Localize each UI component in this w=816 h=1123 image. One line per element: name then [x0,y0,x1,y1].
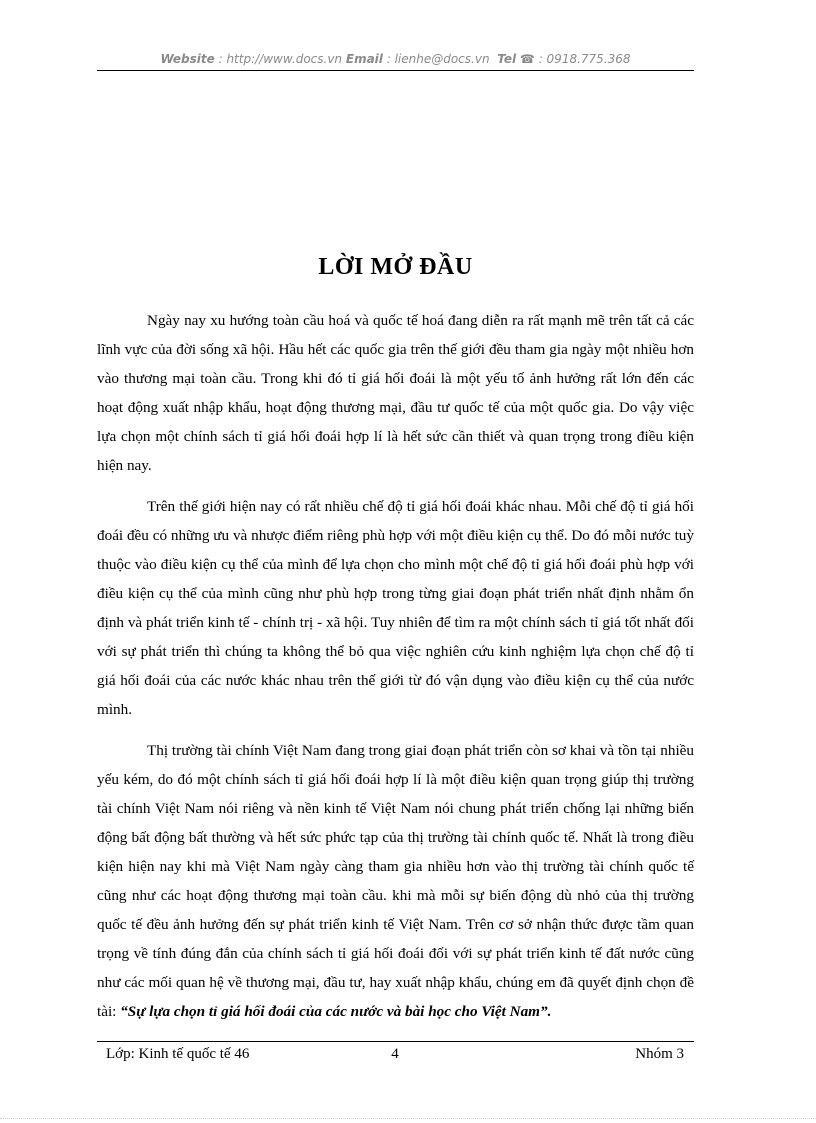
tel-label: Tel [497,52,517,66]
website-link[interactable]: http://www.docs.vn [226,52,343,66]
page-header: Website : http://www.docs.vn Email : lienhe@docs.vn Tel ☎ : 0918.775.368 [160,52,631,66]
paragraph-text: Thị trường tài chính Việt Nam đang trong giai đoạn phát triển còn sơ khai và tồn tại nhiều yếu kém, do đó một chính sách tỉ giá hối đoái hợp lí là một điều kiện quan trọng giúp thị trường tài chính Việt Nam nói riêng và nền kinh tế Việt Nam nói chung phát triển chống lại những biến động bất động bất thường và hết sức phức tạp của thị trường tài chính quốc tế. Nhất là trong điều kiện hiện nay khi mà Việt Nam ngày càng tham gia nhiều hơn vào thị trường tài chính quốc tế cũng như các hoạt động thương mại toàn cầu. khi mà mỗi sự biến động dù nhỏ của thị trường quốc tế đều ảnh hưởng đến sự phát triển kinh tế Việt Nam. Trên cơ sở nhận thức được tầm quan trọng về tính đúng đắn của chính sách tỉ giá hối đoái đối với sự phát triển kinh tế đất nước cũng như các mối quan hệ về thương mại, đầu tư, hay xuất nhập khẩu, chúng em đã quyết định chọn đề tài: [97,742,694,1020]
document-body [97,306,694,1038]
page-title: LỜI MỞ ĐẦU [318,254,473,280]
paragraph: Ngày nay xu hướng toàn cầu hoá và quốc tế hoá đang diễn ra rất mạnh mẽ trên tất cả các lĩnh vực của đời sống xã hội. Hầu hết các quốc gia trên thế giới đều tham gia ngày một nhiều hơn vào thương mại toàn cầu. Trong khi đó tỉ giá hối đoái là một yếu tố ảnh hưởng rất lớn đến các hoạt động xuất nhập khẩu, hoạt động thương mại, đầu tư quốc tế của một quốc gia. Do vậy việc lựa chọn một chính sách tỉ giá hối đoái hợp lí là hết sức cần thiết và quan trọng trong điều kiện hiện nay. [97,312,694,474]
page-edge [0,1118,816,1119]
page-number: 4 [391,1046,399,1062]
email-link[interactable]: lienhe@docs.vn [394,52,490,66]
topic-title: “Sự lựa chọn tỉ giá hối đoái của các nước và bài học cho Việt Nam”. [120,1003,552,1020]
page-footer [106,1046,684,1066]
paragraph: Trên thế giới hiện nay có rất nhiều chế độ tỉ giá hối đoái khác nhau. Mỗi chế độ tỉ giá hối đoái đều có những ưu và nhược điểm riêng phù hợp với một điều kiện cụ thể. Do đó mỗi nước tuỳ thuộc vào điều kiện cụ thể của mình để lựa chọn cho mình một chế độ tỉ giá hối đoái phù hợp với điều kiện cụ thể của mình cũng như phù hợp trong từng giai đoạn phát triển nhất định nhằm ổn định và phát triển kinh tế - chính trị - xã hội. Tuy nhiên để tìm ra một chính sách tỉ giá tốt nhất đối với sự phát triển thì chúng ta không thể bỏ qua việc nghiên cứu kinh nghiệm lựa chọn chế độ tỉ giá hối đoái của các nước khác nhau trên thế giới từ đó vận dụng vào điều kiện cụ thể của nước mình. [97,498,694,718]
footer-divider [97,1041,694,1042]
website-label: Website [160,52,215,66]
header-divider [97,70,694,71]
email-label: Email [345,52,383,66]
tel-value: 0918.775.368 [546,52,631,66]
class-label: Lớp: Kinh tế quốc tế 46 [106,1046,250,1062]
group-label: Nhóm 3 [635,1046,684,1062]
telephone-icon: ☎ [519,52,535,66]
paragraph [97,736,694,1026]
